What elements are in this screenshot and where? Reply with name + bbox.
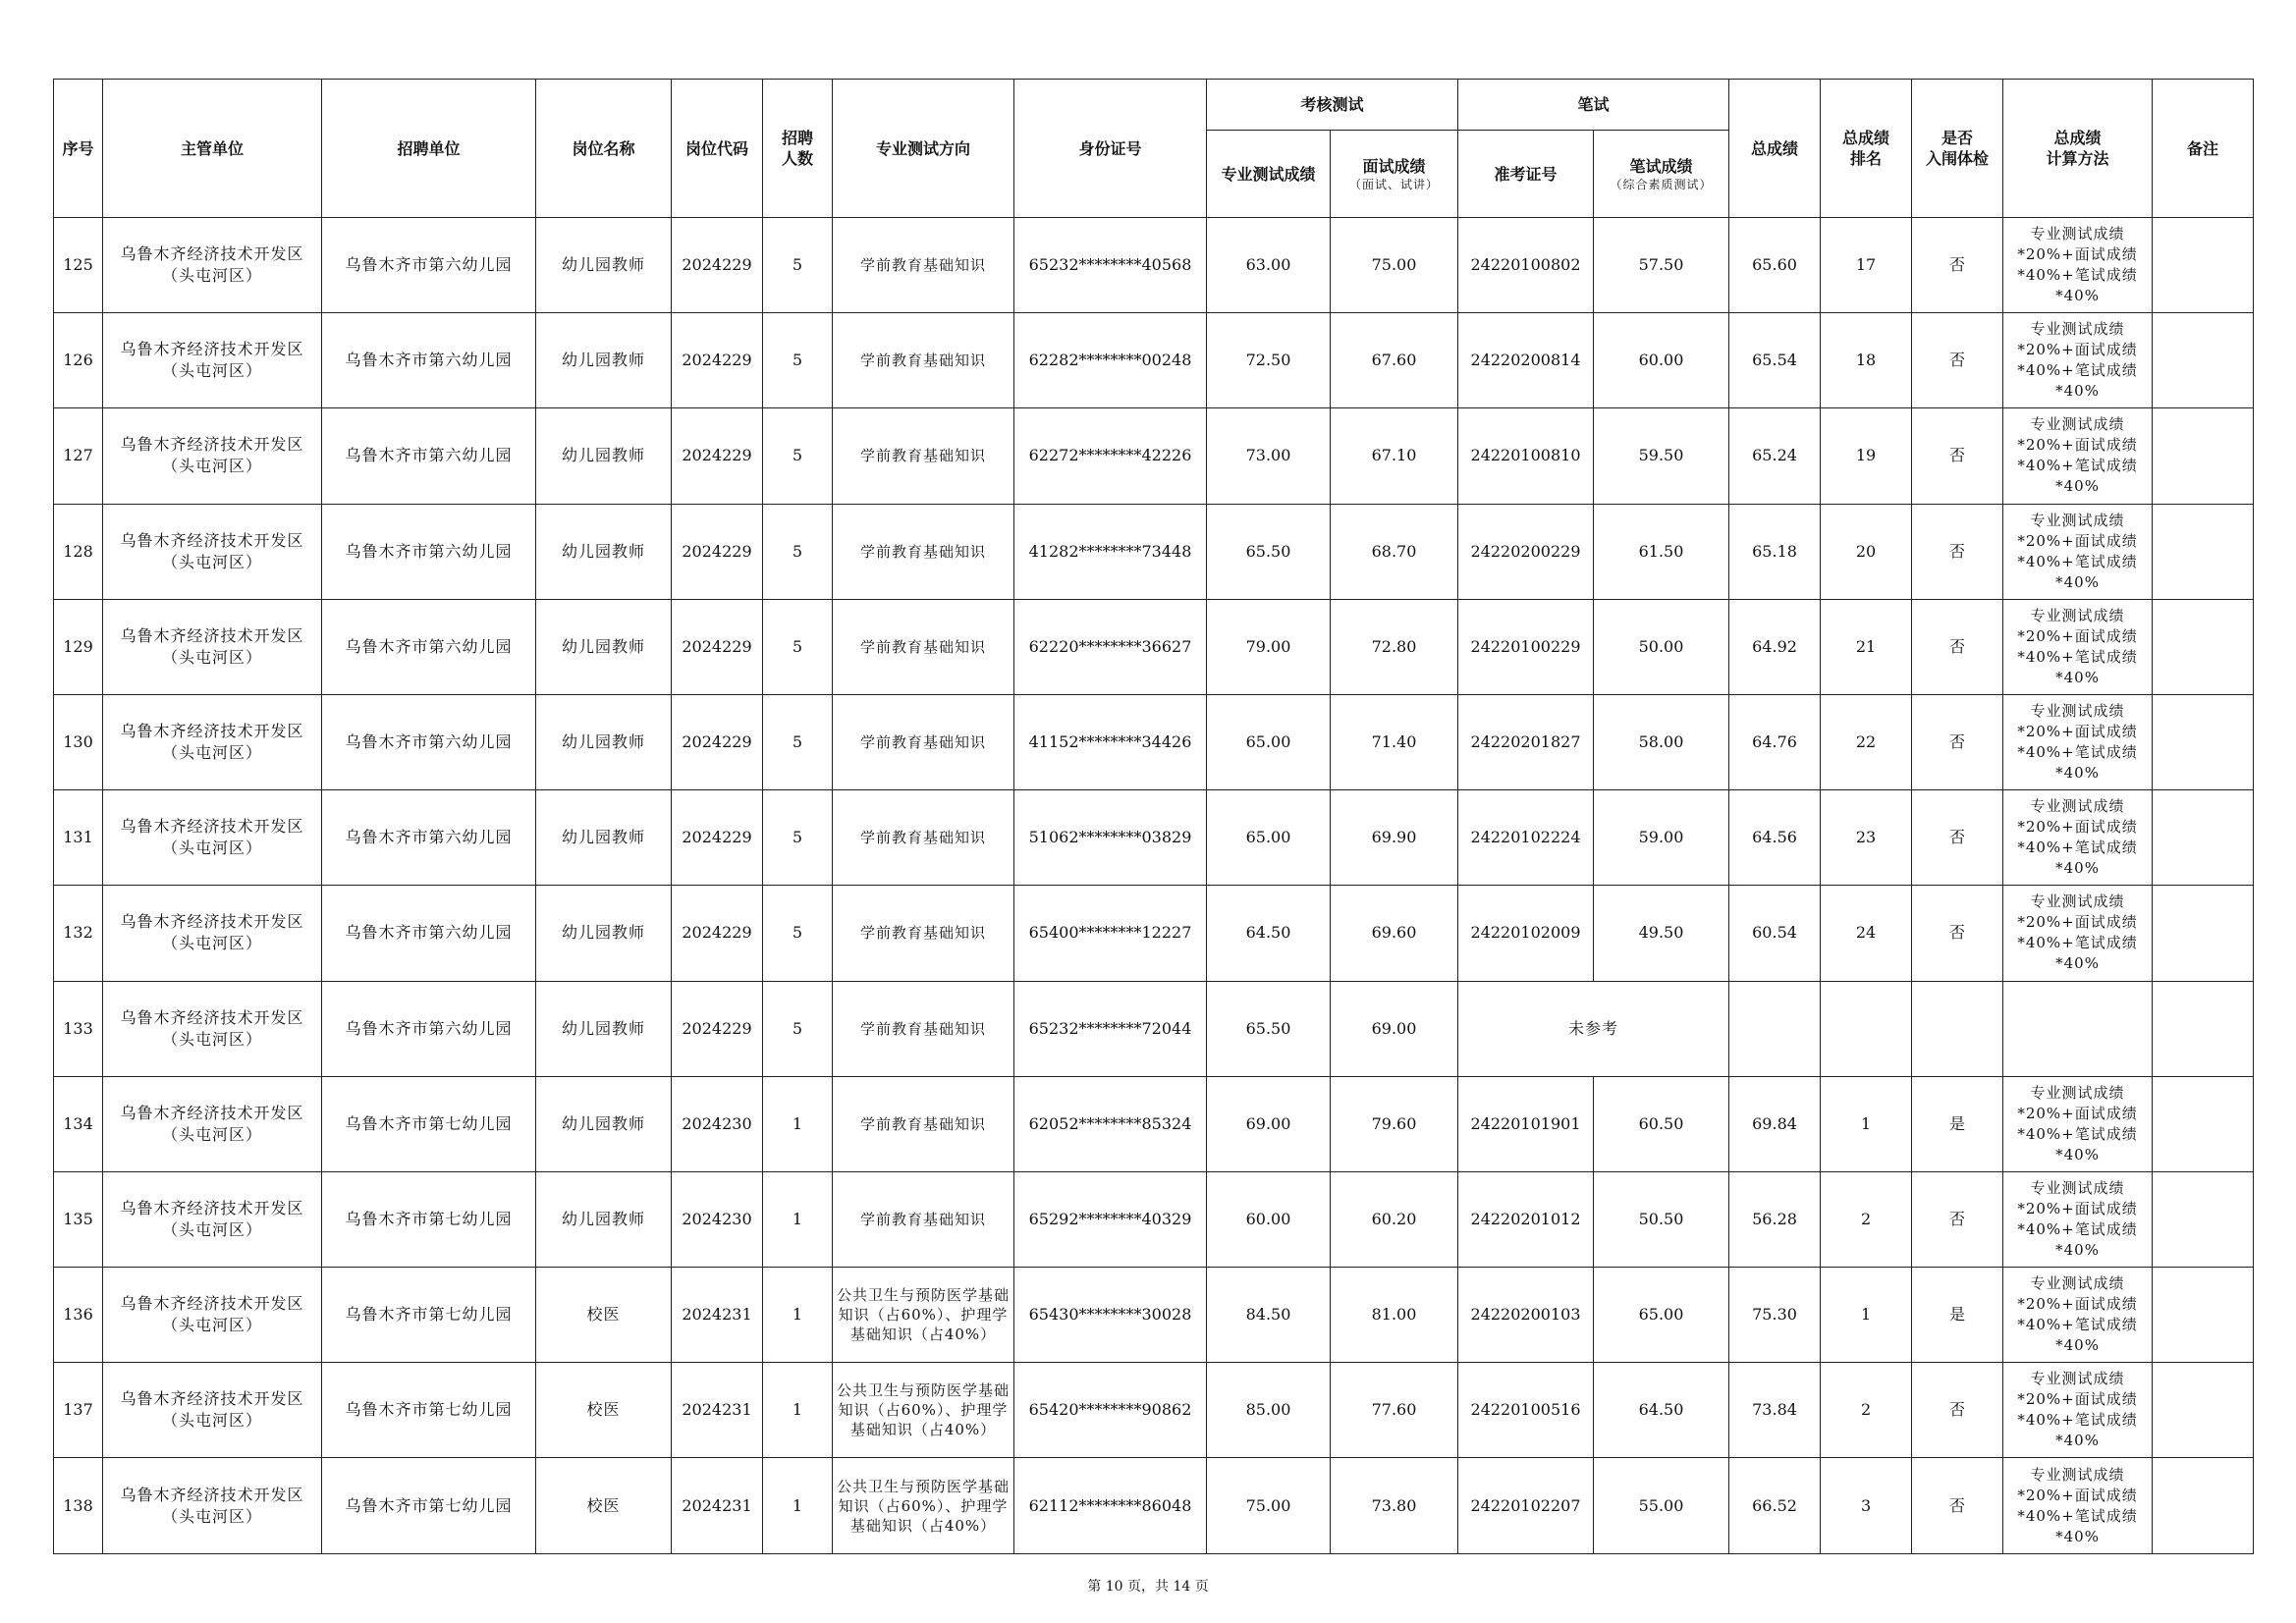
cell-method: 专业测试成绩 *20%+面试成绩 *40%+笔试成绩 *40% [2003, 886, 2153, 981]
cell-remark [2153, 1171, 2254, 1267]
table-body [54, 218, 2254, 1554]
cell-total: 64.92 [1729, 599, 1821, 694]
cell-remark [2153, 981, 2254, 1076]
cell-method: 专业测试成绩 *20%+面试成绩 *40%+笔试成绩 *40% [2003, 1363, 2153, 1458]
cell-post: 校医 [536, 1458, 672, 1553]
cell-post: 幼儿园教师 [536, 790, 672, 886]
cell-interview-score: 68.70 [1331, 504, 1458, 599]
header-post-name: 岗位名称 [536, 80, 672, 218]
header-exam-no: 准考证号 [1458, 131, 1594, 218]
cell-direction: 公共卫生与预防医学基础知识（占60%）、护理学基础知识（占40%） [833, 1363, 1014, 1458]
cell-total: 65.24 [1729, 408, 1821, 504]
cell-total [1729, 981, 1821, 1076]
cell-direction: 学前教育基础知识 [833, 1171, 1014, 1267]
cell-rank: 2 [1821, 1171, 1912, 1267]
cell-exam-no: 24220102207 [1458, 1458, 1594, 1553]
cell-exam-no: 24220200229 [1458, 504, 1594, 599]
cell-seq: 134 [54, 1076, 103, 1171]
cell-code: 2024231 [672, 1458, 763, 1553]
cell-method: 专业测试成绩 *20%+面试成绩 *40%+笔试成绩 *40% [2003, 1076, 2153, 1171]
cell-physical: 否 [1912, 218, 2003, 313]
cell-direction: 学前教育基础知识 [833, 886, 1014, 981]
cell-code: 2024230 [672, 1171, 763, 1267]
cell-physical: 是 [1912, 1268, 2003, 1363]
cell-quota: 5 [763, 504, 833, 599]
cell-interview-score: 69.90 [1331, 790, 1458, 886]
cell-interview-score: 67.10 [1331, 408, 1458, 504]
cell-total: 64.76 [1729, 694, 1821, 789]
cell-rank: 19 [1821, 408, 1912, 504]
cell-quota: 5 [763, 218, 833, 313]
cell-written-score: 61.50 [1594, 504, 1729, 599]
cell-id-number: 62272********42226 [1014, 408, 1207, 504]
cell-total: 65.18 [1729, 504, 1821, 599]
cell-direction: 学前教育基础知识 [833, 218, 1014, 313]
cell-written-score: 49.50 [1594, 886, 1729, 981]
cell-authority: 乌鲁木齐经济技术开发区 （头屯河区） [103, 981, 322, 1076]
cell-seq: 125 [54, 218, 103, 313]
cell-authority: 乌鲁木齐经济技术开发区 （头屯河区） [103, 504, 322, 599]
cell-physical: 否 [1912, 599, 2003, 694]
cell-post: 幼儿园教师 [536, 1076, 672, 1171]
cell-quota: 5 [763, 981, 833, 1076]
cell-interview-score: 60.20 [1331, 1171, 1458, 1267]
cell-id-number: 65400********12227 [1014, 886, 1207, 981]
cell-seq: 126 [54, 313, 103, 408]
cell-post: 幼儿园教师 [536, 981, 672, 1076]
cell-exam-no: 24220102009 [1458, 886, 1594, 981]
cell-exam-no: 24220201012 [1458, 1171, 1594, 1267]
cell-written-score: 55.00 [1594, 1458, 1729, 1553]
cell-rank: 18 [1821, 313, 1912, 408]
cell-rank: 21 [1821, 599, 1912, 694]
cell-direction: 学前教育基础知识 [833, 408, 1014, 504]
cell-total: 75.30 [1729, 1268, 1821, 1363]
cell-interview-score: 79.60 [1331, 1076, 1458, 1171]
cell-pro-score: 64.50 [1207, 886, 1331, 981]
cell-quota: 1 [763, 1076, 833, 1171]
header-interview-sub: （面试、试讲） [1349, 177, 1440, 191]
cell-remark [2153, 1363, 2254, 1458]
cell-remark [2153, 504, 2254, 599]
cell-unit: 乌鲁木齐市第七幼儿园 [322, 1458, 536, 1553]
cell-authority: 乌鲁木齐经济技术开发区 （头屯河区） [103, 599, 322, 694]
cell-method: 专业测试成绩 *20%+面试成绩 *40%+笔试成绩 *40% [2003, 218, 2153, 313]
cell-rank: 1 [1821, 1076, 1912, 1171]
cell-seq: 135 [54, 1171, 103, 1267]
cell-written-score: 60.00 [1594, 313, 1729, 408]
cell-written-score: 59.00 [1594, 790, 1729, 886]
cell-interview-score: 69.00 [1331, 981, 1458, 1076]
cell-remark [2153, 694, 2254, 789]
cell-quota: 5 [763, 599, 833, 694]
cell-rank: 20 [1821, 504, 1912, 599]
cell-quota: 1 [763, 1458, 833, 1553]
cell-method [2003, 981, 2153, 1076]
cell-direction: 学前教育基础知识 [833, 1076, 1014, 1171]
header-remark: 备注 [2153, 80, 2254, 218]
cell-method: 专业测试成绩 *20%+面试成绩 *40%+笔试成绩 *40% [2003, 599, 2153, 694]
cell-written-score: 58.00 [1594, 694, 1729, 789]
cell-unit: 乌鲁木齐市第六幼儿园 [322, 599, 536, 694]
table-row [54, 218, 2254, 313]
cell-exam-no: 24220100516 [1458, 1363, 1594, 1458]
cell-exam-no: 24220102224 [1458, 790, 1594, 886]
cell-quota: 5 [763, 408, 833, 504]
header-written-group: 笔试 [1458, 80, 1729, 131]
cell-pro-score: 63.00 [1207, 218, 1331, 313]
cell-direction: 学前教育基础知识 [833, 981, 1014, 1076]
cell-quota: 1 [763, 1363, 833, 1458]
cell-code: 2024230 [672, 1076, 763, 1171]
cell-seq: 128 [54, 504, 103, 599]
cell-physical: 否 [1912, 313, 2003, 408]
cell-authority: 乌鲁木齐经济技术开发区 （头屯河区） [103, 694, 322, 789]
cell-remark [2153, 790, 2254, 886]
cell-interview-score: 77.60 [1331, 1363, 1458, 1458]
cell-pro-score: 72.50 [1207, 313, 1331, 408]
cell-total: 60.54 [1729, 886, 1821, 981]
cell-total: 65.60 [1729, 218, 1821, 313]
cell-total: 65.54 [1729, 313, 1821, 408]
cell-id-number: 62052********85324 [1014, 1076, 1207, 1171]
header-test-direction: 专业测试方向 [833, 80, 1014, 218]
cell-seq: 132 [54, 886, 103, 981]
cell-seq: 136 [54, 1268, 103, 1363]
cell-rank: 1 [1821, 1268, 1912, 1363]
cell-authority: 乌鲁木齐经济技术开发区 （头屯河区） [103, 1171, 322, 1267]
cell-physical [1912, 981, 2003, 1076]
cell-remark [2153, 599, 2254, 694]
cell-post: 幼儿园教师 [536, 1171, 672, 1267]
cell-authority: 乌鲁木齐经济技术开发区 （头屯河区） [103, 218, 322, 313]
cell-seq: 129 [54, 599, 103, 694]
cell-id-number: 65430********30028 [1014, 1268, 1207, 1363]
cell-seq: 137 [54, 1363, 103, 1458]
cell-code: 2024231 [672, 1268, 763, 1363]
cell-unit: 乌鲁木齐市第七幼儿园 [322, 1171, 536, 1267]
cell-unit: 乌鲁木齐市第六幼儿园 [322, 408, 536, 504]
table-row [54, 886, 2254, 981]
header-unit: 招聘单位 [322, 80, 536, 218]
cell-written-score: 65.00 [1594, 1268, 1729, 1363]
cell-post: 幼儿园教师 [536, 694, 672, 789]
cell-physical: 否 [1912, 1458, 2003, 1553]
cell-code: 2024229 [672, 981, 763, 1076]
cell-written-score: 59.50 [1594, 408, 1729, 504]
cell-total: 56.28 [1729, 1171, 1821, 1267]
cell-exam-no: 24220100229 [1458, 599, 1594, 694]
cell-pro-score: 65.50 [1207, 981, 1331, 1076]
table-row [54, 790, 2254, 886]
cell-unit: 乌鲁木齐市第七幼儿园 [322, 1268, 536, 1363]
cell-seq: 131 [54, 790, 103, 886]
cell-post: 幼儿园教师 [536, 886, 672, 981]
cell-authority: 乌鲁木齐经济技术开发区 （头屯河区） [103, 313, 322, 408]
cell-absent-note: 未参考 [1458, 981, 1729, 1076]
cell-rank: 23 [1821, 790, 1912, 886]
header-total: 总成绩 [1729, 80, 1821, 218]
cell-post: 校医 [536, 1268, 672, 1363]
cell-remark [2153, 1076, 2254, 1171]
cell-id-number: 62282********00248 [1014, 313, 1207, 408]
cell-direction: 学前教育基础知识 [833, 790, 1014, 886]
cell-authority: 乌鲁木齐经济技术开发区 （头屯河区） [103, 1363, 322, 1458]
cell-physical: 是 [1912, 1076, 2003, 1171]
cell-unit: 乌鲁木齐市第六幼儿园 [322, 886, 536, 981]
cell-quota: 1 [763, 1268, 833, 1363]
cell-pro-score: 60.00 [1207, 1171, 1331, 1267]
cell-code: 2024231 [672, 1363, 763, 1458]
header-seq: 序号 [54, 80, 103, 218]
cell-physical: 否 [1912, 694, 2003, 789]
header-rank: 总成绩 排名 [1821, 80, 1912, 218]
cell-authority: 乌鲁木齐经济技术开发区 （头屯河区） [103, 790, 322, 886]
header-written-score [1594, 131, 1729, 218]
header-post-code: 岗位代码 [672, 80, 763, 218]
cell-physical: 否 [1912, 1171, 2003, 1267]
cell-remark [2153, 1458, 2254, 1553]
table-row [54, 1458, 2254, 1553]
results-table [53, 79, 2254, 1554]
cell-unit: 乌鲁木齐市第六幼儿园 [322, 504, 536, 599]
cell-pro-score: 84.50 [1207, 1268, 1331, 1363]
cell-written-score: 50.00 [1594, 599, 1729, 694]
cell-pro-score: 85.00 [1207, 1363, 1331, 1458]
header-interview-title: 面试成绩 [1362, 156, 1426, 176]
cell-unit: 乌鲁木齐市第七幼儿园 [322, 1363, 536, 1458]
cell-remark [2153, 313, 2254, 408]
cell-post: 幼儿园教师 [536, 599, 672, 694]
cell-unit: 乌鲁木齐市第六幼儿园 [322, 790, 536, 886]
cell-method: 专业测试成绩 *20%+面试成绩 *40%+笔试成绩 *40% [2003, 408, 2153, 504]
cell-direction: 公共卫生与预防医学基础知识（占60%）、护理学基础知识（占40%） [833, 1268, 1014, 1363]
cell-quota: 5 [763, 790, 833, 886]
cell-code: 2024229 [672, 408, 763, 504]
cell-direction: 学前教育基础知识 [833, 504, 1014, 599]
cell-id-number: 65232********72044 [1014, 981, 1207, 1076]
header-assessment-group: 考核测试 [1207, 80, 1458, 131]
table-row [54, 1076, 2254, 1171]
header-authority: 主管单位 [103, 80, 322, 218]
cell-remark [2153, 408, 2254, 504]
cell-pro-score: 75.00 [1207, 1458, 1331, 1553]
cell-authority: 乌鲁木齐经济技术开发区 （头屯河区） [103, 1268, 322, 1363]
header-written-sub: （综合素质测试） [1610, 177, 1713, 191]
cell-seq: 127 [54, 408, 103, 504]
results-table-container [53, 79, 2253, 1554]
cell-post: 幼儿园教师 [536, 504, 672, 599]
cell-unit: 乌鲁木齐市第六幼儿园 [322, 981, 536, 1076]
cell-rank: 22 [1821, 694, 1912, 789]
table-row [54, 981, 2254, 1076]
cell-written-score: 64.50 [1594, 1363, 1729, 1458]
cell-authority: 乌鲁木齐经济技术开发区 （头屯河区） [103, 1458, 322, 1553]
cell-pro-score: 73.00 [1207, 408, 1331, 504]
table-row [54, 1363, 2254, 1458]
cell-id-number: 65292********40329 [1014, 1171, 1207, 1267]
cell-quota: 5 [763, 886, 833, 981]
cell-id-number: 65232********40568 [1014, 218, 1207, 313]
cell-seq: 130 [54, 694, 103, 789]
cell-remark [2153, 1268, 2254, 1363]
cell-rank: 2 [1821, 1363, 1912, 1458]
cell-method: 专业测试成绩 *20%+面试成绩 *40%+笔试成绩 *40% [2003, 694, 2153, 789]
cell-exam-no: 24220100810 [1458, 408, 1594, 504]
cell-unit: 乌鲁木齐市第六幼儿园 [322, 694, 536, 789]
cell-authority: 乌鲁木齐经济技术开发区 （头屯河区） [103, 408, 322, 504]
cell-quota: 5 [763, 313, 833, 408]
cell-pro-score: 65.00 [1207, 694, 1331, 789]
cell-pro-score: 65.00 [1207, 790, 1331, 886]
cell-seq: 138 [54, 1458, 103, 1553]
header-quota: 招聘 人数 [763, 80, 833, 218]
cell-total: 64.56 [1729, 790, 1821, 886]
table-row [54, 1171, 2254, 1267]
cell-rank: 17 [1821, 218, 1912, 313]
cell-post: 幼儿园教师 [536, 313, 672, 408]
cell-written-score: 60.50 [1594, 1076, 1729, 1171]
page-footer: 第 10 页，共 14 页 [1087, 1579, 1209, 1595]
cell-exam-no: 24220200814 [1458, 313, 1594, 408]
cell-direction: 学前教育基础知识 [833, 599, 1014, 694]
cell-authority: 乌鲁木齐经济技术开发区 （头屯河区） [103, 886, 322, 981]
cell-id-number: 41152********34426 [1014, 694, 1207, 789]
cell-quota: 1 [763, 1171, 833, 1267]
header-pro-score: 专业测试成绩 [1207, 131, 1331, 218]
cell-remark [2153, 218, 2254, 313]
cell-id-number: 62112********86048 [1014, 1458, 1207, 1553]
cell-interview-score: 67.60 [1331, 313, 1458, 408]
cell-interview-score: 69.60 [1331, 886, 1458, 981]
cell-interview-score: 81.00 [1331, 1268, 1458, 1363]
cell-rank: 24 [1821, 886, 1912, 981]
cell-physical: 否 [1912, 504, 2003, 599]
cell-physical: 否 [1912, 886, 2003, 981]
table-row [54, 1268, 2254, 1363]
cell-code: 2024229 [672, 313, 763, 408]
cell-seq: 133 [54, 981, 103, 1076]
cell-id-number: 62220********36627 [1014, 599, 1207, 694]
cell-code: 2024229 [672, 694, 763, 789]
cell-total: 73.84 [1729, 1363, 1821, 1458]
cell-direction: 学前教育基础知识 [833, 313, 1014, 408]
cell-unit: 乌鲁木齐市第六幼儿园 [322, 313, 536, 408]
cell-remark [2153, 886, 2254, 981]
cell-rank: 3 [1821, 1458, 1912, 1553]
cell-total: 66.52 [1729, 1458, 1821, 1553]
cell-method: 专业测试成绩 *20%+面试成绩 *40%+笔试成绩 *40% [2003, 504, 2153, 599]
table-header [54, 80, 2254, 218]
cell-interview-score: 71.40 [1331, 694, 1458, 789]
cell-interview-score: 73.80 [1331, 1458, 1458, 1553]
table-row [54, 599, 2254, 694]
cell-rank [1821, 981, 1912, 1076]
cell-method: 专业测试成绩 *20%+面试成绩 *40%+笔试成绩 *40% [2003, 1458, 2153, 1553]
cell-written-score: 57.50 [1594, 218, 1729, 313]
cell-pro-score: 69.00 [1207, 1076, 1331, 1171]
cell-exam-no: 24220101901 [1458, 1076, 1594, 1171]
table-row [54, 408, 2254, 504]
cell-physical: 否 [1912, 408, 2003, 504]
cell-interview-score: 75.00 [1331, 218, 1458, 313]
cell-authority: 乌鲁木齐经济技术开发区 （头屯河区） [103, 1076, 322, 1171]
header-written-title: 笔试成绩 [1629, 156, 1693, 176]
cell-quota: 5 [763, 694, 833, 789]
cell-code: 2024229 [672, 599, 763, 694]
cell-method: 专业测试成绩 *20%+面试成绩 *40%+笔试成绩 *40% [2003, 1171, 2153, 1267]
cell-physical: 否 [1912, 1363, 2003, 1458]
table-row [54, 504, 2254, 599]
cell-post: 校医 [536, 1363, 672, 1458]
table-row [54, 694, 2254, 789]
header-id-number: 身份证号 [1014, 80, 1207, 218]
header-method: 总成绩 计算方法 [2003, 80, 2153, 218]
cell-pro-score: 65.50 [1207, 504, 1331, 599]
cell-interview-score: 72.80 [1331, 599, 1458, 694]
cell-exam-no: 24220200103 [1458, 1268, 1594, 1363]
cell-physical: 否 [1912, 790, 2003, 886]
cell-post: 幼儿园教师 [536, 408, 672, 504]
cell-method: 专业测试成绩 *20%+面试成绩 *40%+笔试成绩 *40% [2003, 313, 2153, 408]
cell-exam-no: 24220201827 [1458, 694, 1594, 789]
cell-post: 幼儿园教师 [536, 218, 672, 313]
cell-code: 2024229 [672, 886, 763, 981]
cell-code: 2024229 [672, 504, 763, 599]
cell-id-number: 65420********90862 [1014, 1363, 1207, 1458]
cell-code: 2024229 [672, 218, 763, 313]
table-row [54, 313, 2254, 408]
cell-code: 2024229 [672, 790, 763, 886]
cell-unit: 乌鲁木齐市第七幼儿园 [322, 1076, 536, 1171]
cell-total: 69.84 [1729, 1076, 1821, 1171]
cell-method: 专业测试成绩 *20%+面试成绩 *40%+笔试成绩 *40% [2003, 790, 2153, 886]
cell-direction: 学前教育基础知识 [833, 694, 1014, 789]
cell-exam-no: 24220100802 [1458, 218, 1594, 313]
cell-id-number: 51062********03829 [1014, 790, 1207, 886]
cell-pro-score: 79.00 [1207, 599, 1331, 694]
header-interview-score [1331, 131, 1458, 218]
cell-written-score: 50.50 [1594, 1171, 1729, 1267]
cell-id-number: 41282********73448 [1014, 504, 1207, 599]
cell-direction: 公共卫生与预防医学基础知识（占60%）、护理学基础知识（占40%） [833, 1458, 1014, 1553]
cell-unit: 乌鲁木齐市第六幼儿园 [322, 218, 536, 313]
header-physical: 是否 入闱体检 [1912, 80, 2003, 218]
cell-method: 专业测试成绩 *20%+面试成绩 *40%+笔试成绩 *40% [2003, 1268, 2153, 1363]
